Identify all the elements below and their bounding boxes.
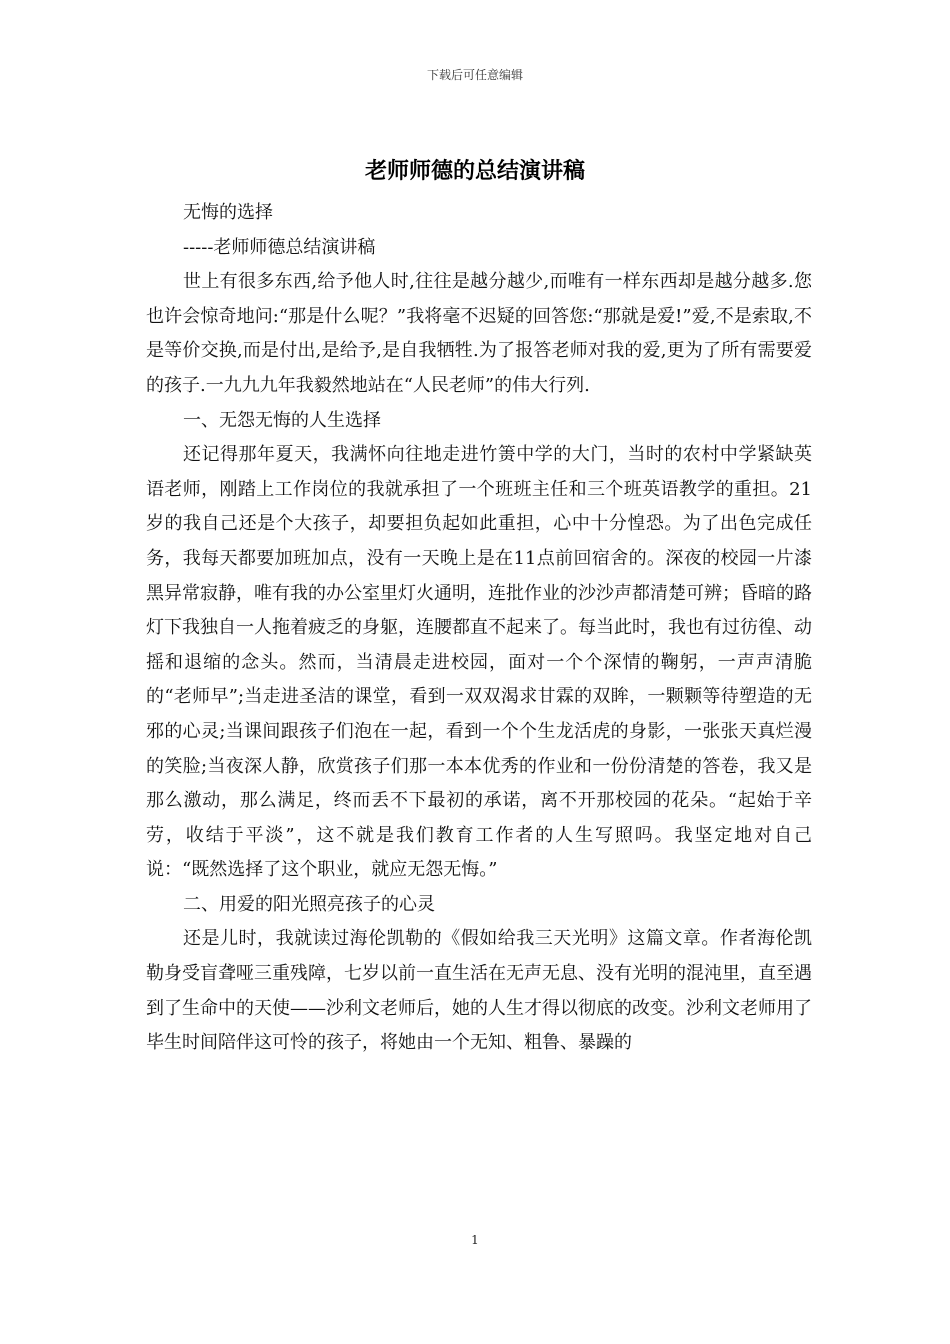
section-paragraph: 还记得那年夏天，我满怀向往地走进竹箦中学的大门，当时的农村中学紧缺英语老师，刚踏上工作岗位的我就承担了一个班班主任和三个班英语教学的重担。21岁的我自己还是个大孩子，却要担负起如此重担，心中十分惶恐。为了出色完成任务，我每天都要加班加点，没有一天晚上是在11点前回宿舍的。深夜的校园一片漆黑异常寂静，唯有我的办公室里灯火通明，连批作业的沙沙声都清楚可辨；昏暗的路灯下我独自一人拖着疲乏的身躯，连腰都直不起来了。每当此时，我也有过彷徨、动摇和退缩的念头。然而，当清晨走进校园，面对一个个深情的鞠躬，一声声清脆的“老师早”;当走进圣洁的课堂，看到一双双渴求甘霖的双眸，一颗颗等待塑造的无邪的心灵;当课间跟孩子们泡在一起，看到一个个生龙活虎的身影，一张张天真烂漫的笑脸;当夜深人静，欣赏孩子们那一本本优秀的作业和一份份清楚的答卷，我又是那么激动，那么满足，终而丢不下最初的承诺，离不开那校园的花朵。“起始于辛劳，收结于平淡”，这不就是我们教育工作者的人生写照吗。我坚定地对自己说：“既然选择了这个职业，就应无怨无悔。”: [146, 444, 812, 881]
section-heading: 一、无怨无悔的人生选择: [183, 409, 381, 431]
intro-paragraph: 世上有很多东西,给予他人时,往往是越分越少,而唯有一样东西却是越分越多.您也许会惊奇地问:“那是什么呢？”我将毫不迟疑的回答您:“那就是爱!”爱,不是索取,不是等价交换,而是付出,是给予,是自我牺牲.为了报答老师对我的爱,更为了所有需要爱的孩子.一九九九年我毅然地站在“人民老师”的伟大行列.: [146, 271, 812, 396]
byline: -----老师师德总结演讲稿: [183, 236, 376, 258]
page-number: 1: [471, 1233, 479, 1247]
page-header-note: 下载后可任意编辑: [426, 68, 523, 82]
document-body: [146, 196, 812, 1061]
page-title: 老师师德的总结演讲稿: [364, 159, 585, 184]
section-heading: 二、用爱的阳光照亮孩子的心灵: [183, 893, 435, 915]
subtitle: 无悔的选择: [183, 202, 273, 223]
section-paragraph: 还是儿时，我就读过海伦凯勒的《假如给我三天光明》这篇文章。作者海伦凯勒身受盲聋哑三重残障，七岁以前一直生活在无声无息、没有光明的混沌里，直至遇到了生命中的天使——沙利文老师后，她的人生才得以彻底的改变。沙利文老师用了毕生时间陪伴这可怜的孩子，将她由一个无知、粗鲁、暴躁的: [146, 928, 812, 1054]
